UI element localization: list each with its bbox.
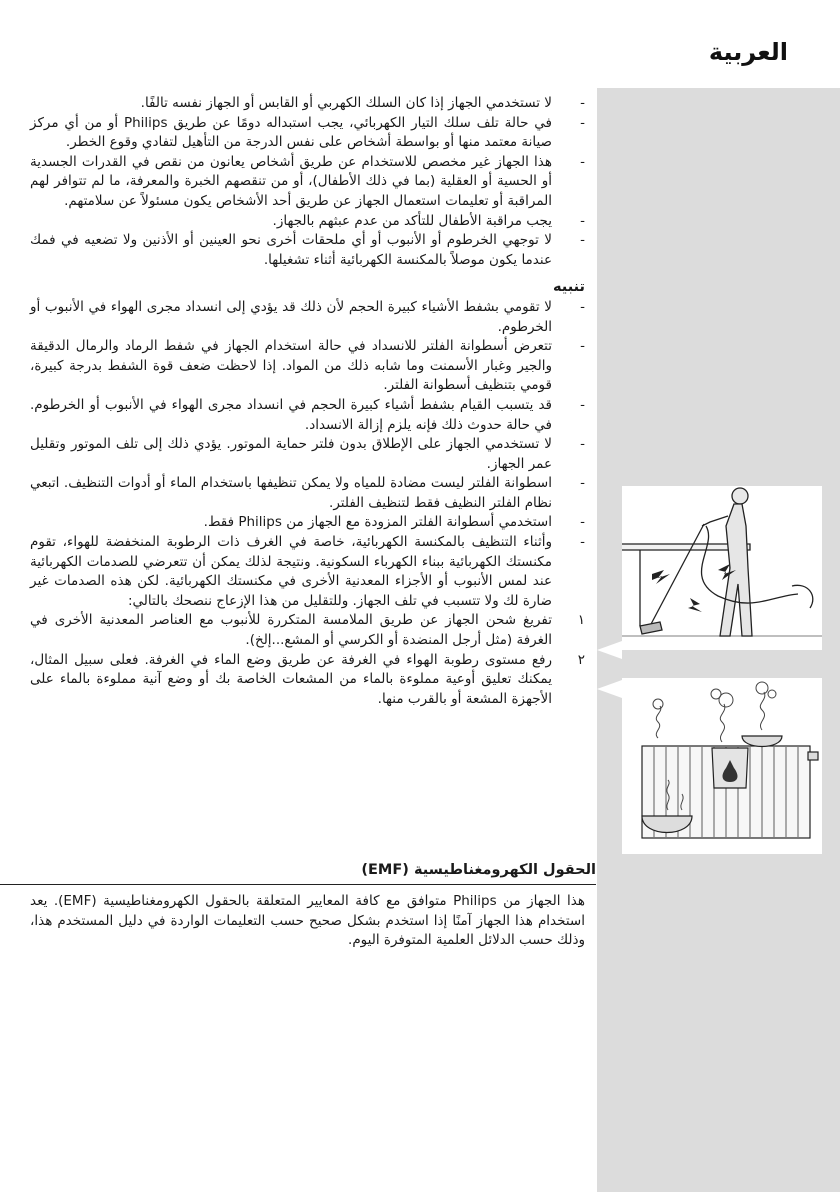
bullet-marker: - bbox=[580, 298, 585, 315]
bullet-marker: - bbox=[580, 95, 585, 111]
illustration-pointer-1 bbox=[597, 641, 622, 659]
caution-item-1 bbox=[30, 298, 585, 337]
caution-text: اسطوانة الفلتر ليست مضادة للمياه ولا يمكن تنظيفها باستخدام الماء أو أدوات التنظيف. اتبعي نظام الفلتر النظيف فقط لتنظيف الفلتر. bbox=[30, 475, 552, 511]
bullet-marker: - bbox=[580, 153, 585, 170]
static-shock-illustration bbox=[622, 486, 822, 650]
bullet-marker: - bbox=[580, 436, 585, 453]
emf-paragraph: هذا الجهاز من Philips متوافق مع كافة المعايير المتعلقة بالحقول الكهرومغناطيسية (EMF). يعد استخدام هذا الجهاز آمنًا إذا استخدم بشكل صحيح حسب التعليمات الواردة في دليل المستخدم هذا، وذلك حسب الدلائل العلمية المتوفرة اليوم. bbox=[30, 893, 585, 949]
main-content bbox=[30, 94, 585, 709]
warning-item-3 bbox=[30, 153, 585, 212]
radiator-humidity-illustration bbox=[622, 678, 822, 854]
caution-text: قد يتسبب القيام بشفط أشياء كبيرة الحجم في انسداد مجرى الهواء في الأنبوب أو الخرطوم. في حالة حدوث ذلك فإنه يلزم إزالة الانسداد. bbox=[30, 396, 552, 433]
step-number: ١ bbox=[577, 612, 585, 629]
caution-item-6 bbox=[30, 513, 585, 533]
warning-text: يجب مراقبة الأطفال للتأكد من عدم عبثهم بالجهاز. bbox=[272, 212, 552, 229]
bullet-marker: - bbox=[580, 396, 585, 413]
caution-step-1 bbox=[30, 611, 585, 650]
warning-item-5 bbox=[30, 231, 585, 270]
bullet-marker: - bbox=[580, 212, 585, 229]
caution-step-2 bbox=[30, 651, 585, 710]
section-divider bbox=[0, 884, 596, 885]
bullet-marker: - bbox=[580, 338, 585, 355]
caution-text: لا تقومي بشفط الأشياء كبيرة الحجم لأن ذلك قد يؤدي إلى انسداد مجرى الهواء في الأنبوب أو الخرطوم. bbox=[30, 298, 552, 335]
bullet-marker: - bbox=[580, 232, 585, 249]
caution-item-5 bbox=[30, 474, 585, 513]
bullet-marker: - bbox=[580, 114, 585, 131]
bullet-marker: - bbox=[580, 475, 585, 492]
caution-text: تفريغ شحن الجهاز عن طريق الملامسة المتكررة للأنبوب مع العناصر المعدنية الأخرى في الغرفة (مثل أرجل المنضدة أو الكرسي أو المشع...إلخ). bbox=[30, 612, 552, 649]
warning-item-1 bbox=[30, 94, 585, 114]
caution-text: استخدمي أسطوانة الفلتر المزودة مع الجهاز من Philips فقط. bbox=[203, 514, 552, 531]
caution-text: وأثناء التنظيف بالمكنسة الكهربائية، خاصة في الغرف ذات الرطوبة المنخفضة للهواء، تقوم مكنستك الكهربائية ببناء الكهرباء السكونية. ونتيجة لذلك يمكن أن تتعرضي للصدمات الكهربائية عند لمس الأنبوب أو الأجزاء المعدنية الأخرى في مكنستك الكهربائية. لكن هذه الصدمات غير ضارة لك ولا تتسبب في تلف الجهاز. وللتقليل من هذا الإزعاج ننصحك بالتالي: bbox=[30, 534, 552, 609]
emf-heading: الحقول الكهرومغناطيسية (EMF) bbox=[361, 862, 596, 878]
caution-text: رفع مستوى رطوبة الهواء في الغرفة عن طريق وضع الماء في الغرفة. فعلى سبيل المثال، يمكنك تعليق أوعية مملوءة بالماء من المشعات الخاصة بك أو وضع آنية مملوءة بالماء على الأجهزة المشعة أو بالقرب منها. bbox=[30, 651, 552, 707]
warning-text: لا توجهي الخرطوم أو الأنبوب أو أي ملحقات أخرى نحو العينين أو الأذنين ولا تضعيه في فمك عندما يكون موصلاً بالمكنسة الكهربائية أثناء تشغيلها. bbox=[30, 232, 552, 268]
caution-item-2 bbox=[30, 337, 585, 396]
illustration-pointer-2 bbox=[597, 680, 622, 698]
warning-item-2 bbox=[30, 114, 585, 153]
language-title: العربية bbox=[708, 38, 788, 66]
warning-item-4 bbox=[30, 212, 585, 232]
caution-text: تتعرض أسطوانة الفلتر للانسداد في حالة استخدام الجهاز في شفط الرماد والرمال الدقيقة والجير وغبار الأسمنت وما شابه ذلك من المواد. إذا لاحظت ضعف قوة الشفط بدرجة كبيرة، قومي بتنظيف أسطوانة الفلتر. bbox=[30, 338, 552, 394]
bullet-marker: - bbox=[580, 534, 585, 551]
warning-text: لا تستخدمي الجهاز إذا كان السلك الكهربي أو القابس أو الجهاز نفسه تالفًا. bbox=[140, 95, 552, 111]
bullet-marker: - bbox=[580, 514, 585, 531]
step-number: ٢ bbox=[577, 651, 585, 668]
warning-text: في حالة تلف سلك التيار الكهربائي، يجب استبداله دومًا عن طريق Philips أو من أي مركز صيانة معتمد منها أو بواسطة أشخاص على نفس الدرجة من التأهيل لتفادي وقوع الخطر. bbox=[30, 114, 552, 151]
caution-item-7 bbox=[30, 533, 585, 611]
warning-text: هذا الجهاز غير مخصص للاستخدام عن طريق أشخاص يعانون من نقص في القدرات الجسدية أو الحسية أو العقلية (بما في ذلك الأطفال)، أو من تنقصهم الخبرة والمعرفة، ما لم تتوافر لهم المراقبة أو تعليمات استعمال الجهاز عن طريق أحد الأشخاص يكون مسئولاً عن سلامتهم. bbox=[30, 153, 552, 209]
caution-item-3 bbox=[30, 396, 585, 435]
caution-text: لا تستخدمي الجهاز على الإطلاق بدون فلتر حماية الموتور. يؤدي ذلك إلى تلف الموتور وتقليل عمر الجهاز. bbox=[30, 436, 552, 472]
caution-heading: تنبيه bbox=[553, 279, 585, 296]
caution-item-4 bbox=[30, 435, 585, 474]
